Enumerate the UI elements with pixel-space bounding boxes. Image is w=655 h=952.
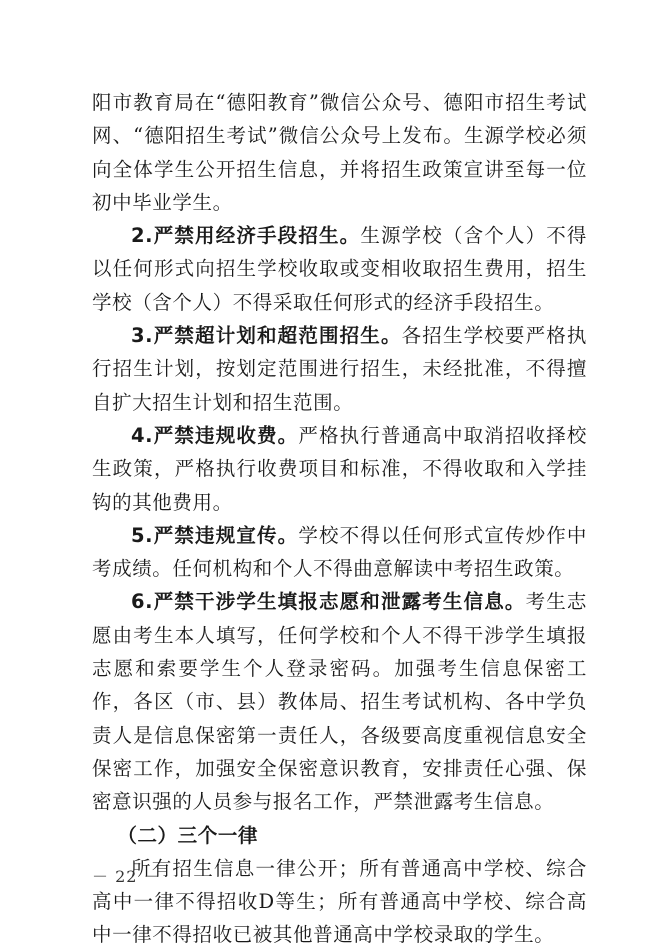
page-number: － 22 －	[92, 867, 161, 886]
paragraph-lead: 3.严禁超计划和超范围招生。	[131, 324, 402, 348]
paragraph-lead: 2.严禁用经济手段招生。	[131, 224, 361, 248]
paragraph-item-6	[92, 585, 587, 818]
paragraph-continuation	[92, 86, 587, 219]
paragraph-lead: 4.严禁违规收费。	[131, 423, 299, 447]
paragraph-text: 考生志愿由考生本人填写，任何学校和个人不得干涉学生填报志愿和索要学生个人登录密码。加强考生信息保密工作，各区（市、县）教体局、招生考试机构、各中学负责人是信息保密第一责任人，各级要高度重视信息安全保密工作，加强安全保密意识教育，安排责任心强、保密意识强的人员参与报名工作，严禁泄露考生信息。	[92, 590, 587, 814]
paragraph-text: 生源学校（含个人）不得以任何形式向招生学校收取或变相收取招生费用，招生学校（含个人）不得采取任何形式的经济手段招生。	[92, 224, 587, 314]
paragraph-item-2	[92, 219, 587, 319]
paragraph-text: 阳市教育局在“德阳教育”微信公众号、德阳市招生考试网、“德阳招生考试”微信公众号上发布。生源学校必须向全体学生公开招生信息，并将招生政策宣讲至每一位初中毕业学生。	[92, 91, 587, 214]
paragraph-lead: 6.严禁干涉学生填报志愿和泄露考生信息。	[131, 590, 526, 614]
paragraph-item-5	[92, 519, 587, 586]
section-heading: （二）三个一律	[117, 823, 259, 847]
paragraph-text: 学校不得以任何形式宣传炒作中考成绩。任何机构和个人不得曲意解读中考招生政策。	[92, 523, 587, 581]
paragraph-text: 所有招生信息一律公开；所有普通高中学校、综合高中一律不得招收D等生；所有普通高中学校、综合高中一律不得招收已被其他普通高中学校录取的学生。	[92, 856, 587, 947]
document-body	[92, 86, 587, 952]
paragraph-lead: 5.严禁违规宣传。	[131, 523, 299, 547]
paragraph-final	[92, 852, 587, 952]
paragraph-text: 严格执行普通高中取消招收择校生政策，严格执行收费项目和标准，不得收取和入学挂钩的其他费用。	[92, 423, 587, 514]
paragraph-text: 各招生学校要严格执行招生计划，按划定范围进行招生，未经批准，不得擅自扩大招生计划和招生范围。	[92, 324, 587, 414]
paragraph-item-4	[92, 419, 587, 519]
paragraph-item-3	[92, 319, 587, 419]
